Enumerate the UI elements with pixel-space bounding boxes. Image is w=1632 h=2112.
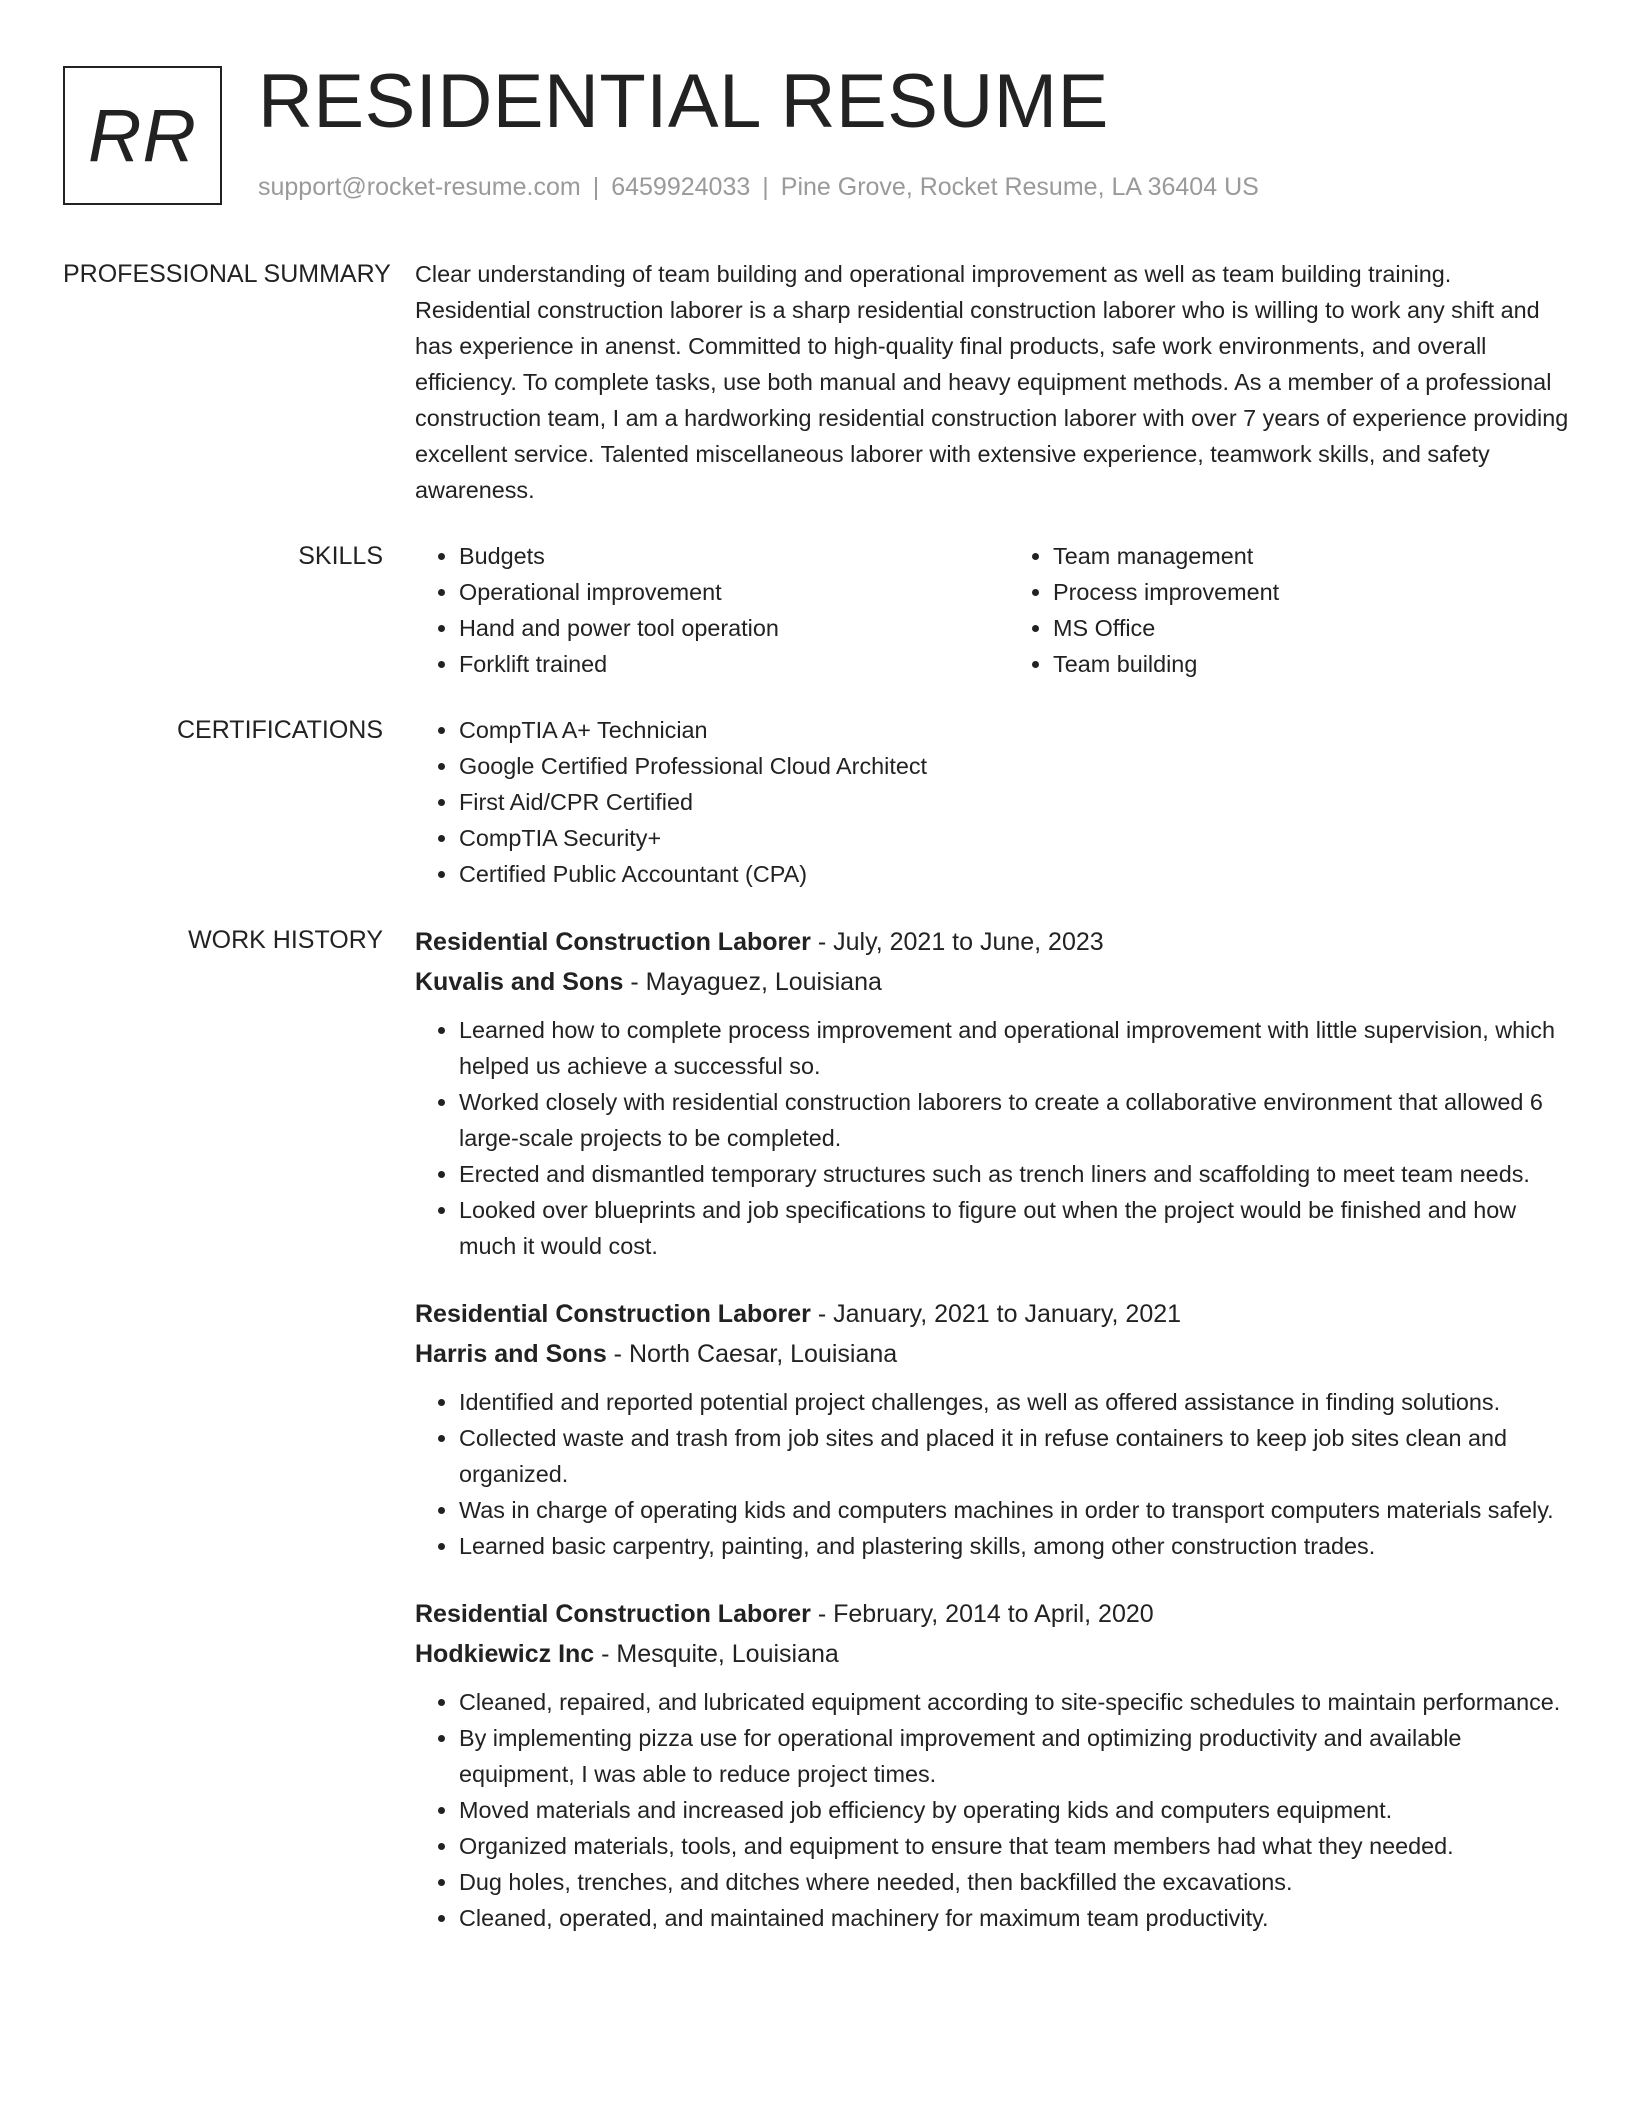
job-bullet: • Moved materials and increased job efficiency by operating kids and computers equipment.: [459, 1792, 1573, 1828]
job-bullets: [415, 1684, 1573, 1936]
contact-address: Pine Grove, Rocket Resume, LA 36404 US: [780, 173, 1259, 201]
job-location: - Mesquite, Louisiana: [594, 1640, 839, 1668]
monogram-logo: RR: [63, 66, 222, 205]
contact-separator: |: [592, 173, 600, 201]
job-entry: [415, 922, 1573, 1264]
job-location: - Mayaguez, Louisiana: [623, 968, 882, 996]
job-bullet: • Erected and dismantled temporary structures such as trench liners and scaffolding to meet team needs.: [459, 1156, 1573, 1192]
job-dates: - July, 2021 to June, 2023: [810, 928, 1104, 956]
section-professional-summary: [63, 256, 1573, 508]
job-bullet: • Cleaned, repaired, and lubricated equipment according to site-specific schedules to maintain performance.: [459, 1684, 1573, 1720]
section-label: SKILLS: [298, 542, 383, 570]
job-dates: - January, 2021 to January, 2021: [810, 1300, 1182, 1328]
job-company: Kuvalis and Sons: [415, 968, 624, 996]
section-label: PROFESSIONAL SUMMARY: [63, 260, 391, 288]
section-label: WORK HISTORY: [188, 926, 383, 954]
job-company: Harris and Sons: [415, 1340, 607, 1368]
certifications-list: [415, 712, 1573, 892]
job-bullets: [415, 1012, 1573, 1264]
job-title: Residential Construction Laborer: [415, 928, 811, 956]
skill-item: • Forklift trained: [459, 646, 1009, 682]
job-dates: - February, 2014 to April, 2020: [810, 1600, 1154, 1628]
section-label: CERTIFICATIONS: [176, 716, 383, 744]
job-title-line: [415, 1594, 1573, 1634]
skill-item: • Hand and power tool operation: [459, 610, 1009, 646]
section-certifications: [63, 712, 1573, 892]
resume-content: [63, 256, 1573, 1966]
certification-item: • First Aid/CPR Certified: [459, 784, 1573, 820]
job-title-line: [415, 1294, 1573, 1334]
section-work-history: [63, 922, 1573, 1936]
certification-item: • CompTIA A+ Technician: [459, 712, 1573, 748]
job-title: Residential Construction Laborer: [415, 1300, 811, 1328]
skill-item: • MS Office: [1053, 610, 1603, 646]
certification-item: • Certified Public Accountant (CPA): [459, 856, 1573, 892]
certification-item: • CompTIA Security+: [459, 820, 1573, 856]
job-bullet: • Collected waste and trash from job sites and placed it in refuse containers to keep job sites clean and organized.: [459, 1420, 1573, 1492]
skill-item: • Team management: [1053, 538, 1603, 574]
job-bullet: • Dug holes, trenches, and ditches where needed, then backfilled the excavations.: [459, 1864, 1573, 1900]
resume-header: [63, 59, 1563, 216]
skill-item: • Process improvement: [1053, 574, 1603, 610]
skills-list-left: [415, 538, 1009, 682]
job-bullet: • Learned basic carpentry, painting, and plastering skills, among other construction trades.: [459, 1528, 1573, 1564]
skills-list-right: [1009, 538, 1603, 682]
contact-separator: |: [762, 173, 769, 201]
contact-email[interactable]: support@rocket-resume.com: [258, 173, 581, 201]
job-entry: [415, 1294, 1573, 1564]
job-bullet: • Organized materials, tools, and equipment to ensure that team members had what they needed.: [459, 1828, 1573, 1864]
job-bullet: • Learned how to complete process improvement and operational improvement with little supervision, which helped us achieve a successful so.: [459, 1012, 1573, 1084]
job-company: Hodkiewicz Inc: [415, 1640, 595, 1668]
job-bullets: [415, 1384, 1573, 1564]
job-bullet: • Worked closely with residential construction laborers to create a collaborative environment that allowed 6 large-scale projects to be completed.: [459, 1084, 1573, 1156]
job-location: - North Caesar, Louisiana: [606, 1340, 898, 1368]
summary-text: Clear understanding of team building and operational improvement as well as team building training. Residential construction laborer is a sharp residential construction laborer who is willing to work any shift and has experience in anenst. Committed to high-quality final products, safe work environments, and overall efficiency. To complete tasks, use both manual and heavy equipment methods. As a member of a professional construction team, I am a hardworking residential construction laborer with over 7 years of experience providing excellent service. Talented miscellaneous laborer with extensive experience, teamwork skills, and safety awareness.: [415, 261, 1569, 503]
skill-item: • Operational improvement: [459, 574, 1009, 610]
skills-grid: [415, 538, 1603, 682]
section-body: [415, 712, 1573, 892]
section-skills: [63, 538, 1573, 682]
job-title: Residential Construction Laborer: [415, 1600, 811, 1628]
job-company-line: [415, 1634, 1573, 1674]
section-body: [415, 256, 1573, 508]
job-bullet: • Identified and reported potential project challenges, as well as offered assistance in finding solutions.: [459, 1384, 1573, 1420]
section-body: [415, 922, 1573, 1936]
job-bullet: • Was in charge of operating kids and computers machines in order to transport computers materials safely.: [459, 1492, 1573, 1528]
job-title-line: [415, 922, 1573, 962]
job-entry: [415, 1594, 1573, 1936]
job-bullet: • Cleaned, operated, and maintained machinery for maximum team productivity.: [459, 1900, 1573, 1936]
contact-line: [258, 173, 1259, 202]
resume-title: RESIDENTIAL RESUME: [258, 59, 1109, 144]
skill-item: • Team building: [1053, 646, 1603, 682]
skill-item: • Budgets: [459, 538, 1009, 574]
job-bullet: • By implementing pizza use for operational improvement and optimizing productivity and available equipment, I was able to reduce project times.: [459, 1720, 1573, 1792]
job-company-line: [415, 1334, 1573, 1374]
certification-item: • Google Certified Professional Cloud Architect: [459, 748, 1573, 784]
contact-phone[interactable]: 6459924033: [611, 173, 751, 201]
job-bullet: • Looked over blueprints and job specifications to figure out when the project would be finished and how much it would cost.: [459, 1192, 1573, 1264]
job-company-line: [415, 962, 1573, 1002]
